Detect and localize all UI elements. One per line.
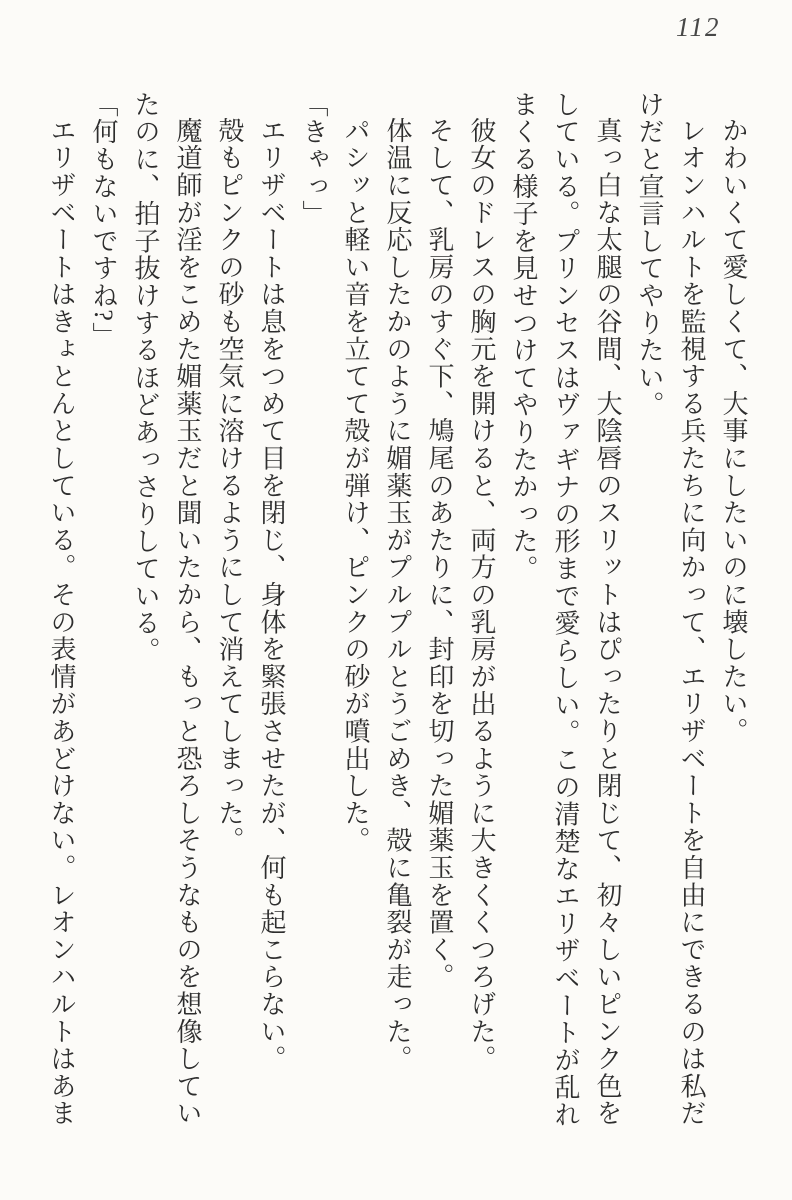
- paragraph: 真っ白な太腿の谷間、大陰唇のスリットはぴったりと閉じて、初々しいピンク色をしている。プリンセスはヴァギナの形まで愛らしい。この清楚なエリザベートが乱れまくる様子を見せつけてやりたかった。: [509, 91, 622, 1129]
- paragraph: そして、乳房のすぐ下、鳩尾のあたりに、封印を切った媚薬玉を置く。: [425, 117, 454, 991]
- dialogue-line: 「きゃっ」: [299, 91, 328, 228]
- paragraph: エリザベートはきょとんとしている。その表情があどけない。レオンハルトはあま: [47, 117, 76, 1128]
- paragraph: 彼女のドレスの胸元を開けると、両方の乳房が出るように大きくくつろげた。: [467, 117, 496, 1073]
- paragraph: パシッと軽い音を立てて殻が弾け、ピンクの砂が噴出した。: [341, 117, 370, 855]
- body-text: [40, 91, 754, 1129]
- paragraph: 殻もピンクの砂も空気に溶けるようにして消えてしまった。: [215, 117, 244, 855]
- page-number: 112: [676, 12, 721, 42]
- dialogue-line: 「何もないですね?」: [89, 91, 118, 350]
- paragraph: 魔道師が淫をこめた媚薬玉だと聞いたから、もっと恐ろしそうなものを想像していたのに、拍子抜けするほどあっさりしている。: [131, 91, 202, 1128]
- paragraph: 体温に反応したかのように媚薬玉がプルプルとうごめき、殻に亀裂が走った。: [383, 117, 412, 1073]
- paragraph: レオンハルトを監視する兵たちに向かって、エリザベートを自由にできるのは私だけだと宣言してやりたい。: [635, 91, 706, 1128]
- paragraph: エリザベートは息をつめて目を閉じ、身体を緊張させたが、何も起こらない。: [257, 117, 286, 1073]
- paragraph: かわいくて愛しくて、大事にしたいのに壊したい。: [719, 117, 748, 745]
